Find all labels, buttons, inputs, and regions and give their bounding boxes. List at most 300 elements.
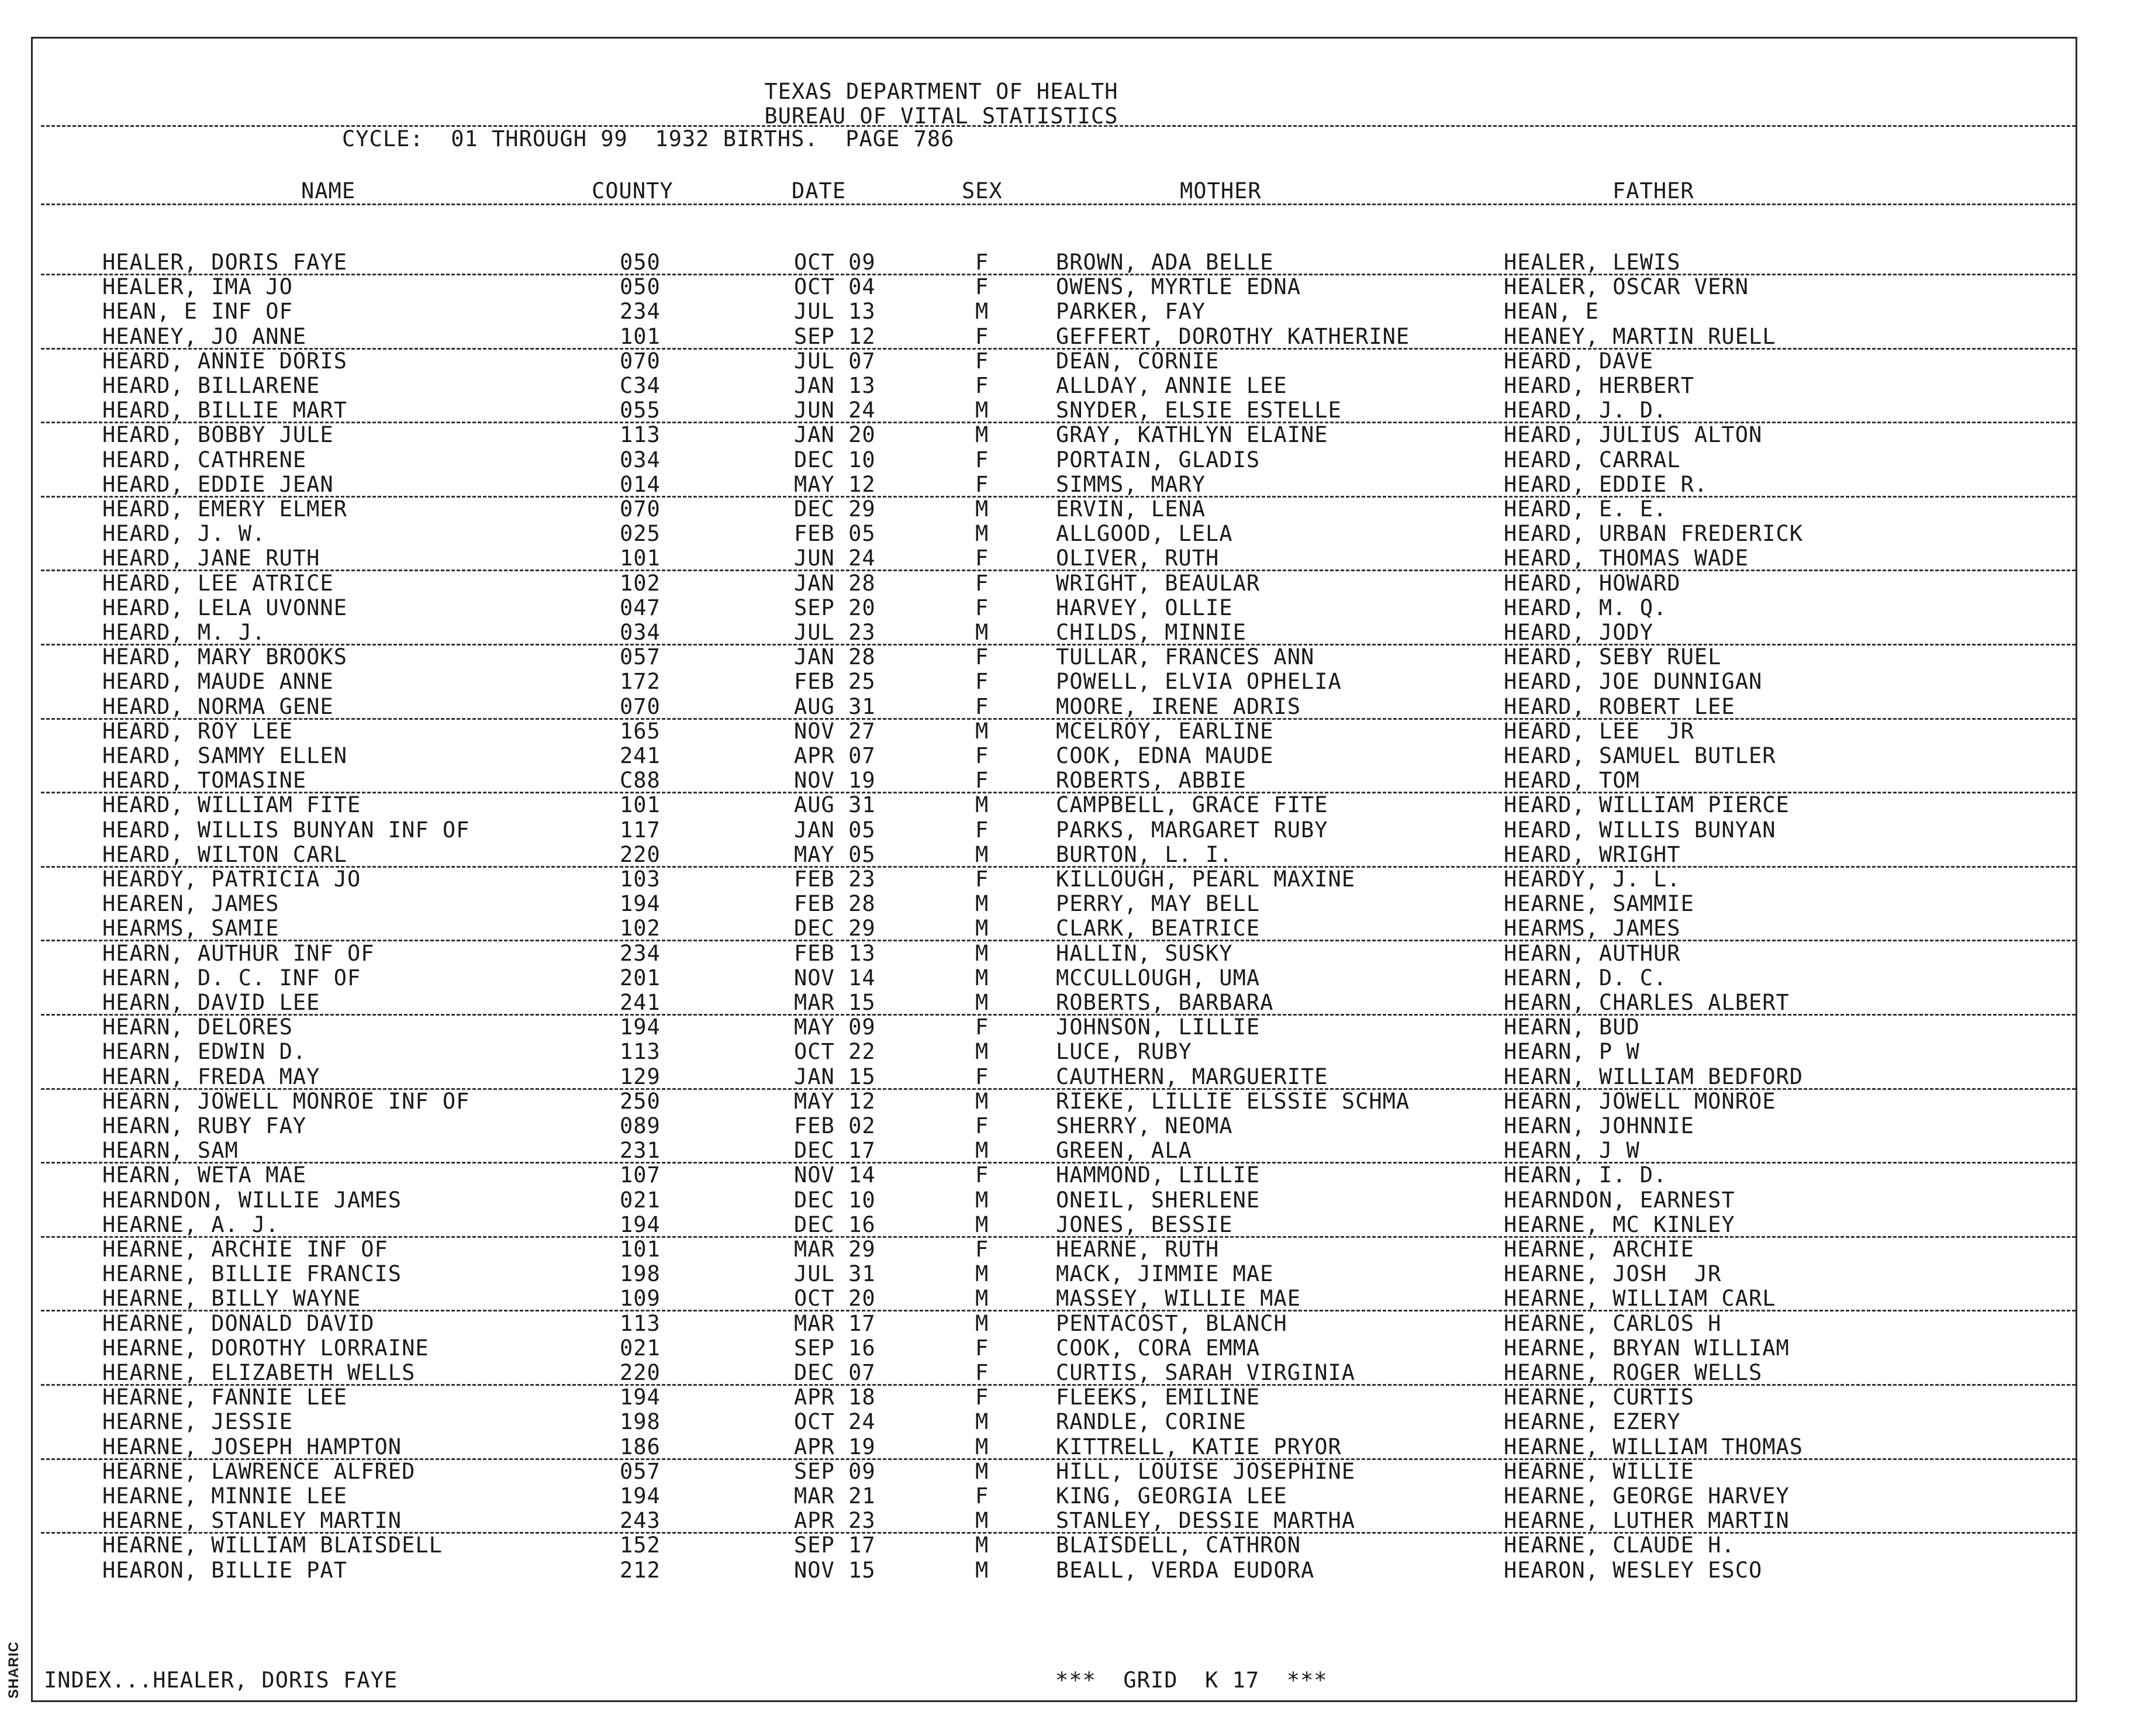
cell-mother: MCCULLOUGH, UMA <box>1056 965 1261 990</box>
cell-sex: M <box>975 1188 989 1213</box>
cell-mother: PARKER, FAY <box>1056 299 1206 324</box>
cell-county: 109 <box>620 1286 661 1311</box>
table-row <box>0 1533 2134 1558</box>
cell-mother: ALLGOOD, LELA <box>1056 521 1233 546</box>
cell-father: HEARNE, EZERY <box>1504 1409 1681 1434</box>
cell-name: HEARNE, BILLIE FRANCIS <box>102 1261 402 1286</box>
table-row <box>0 1015 2134 1040</box>
cell-sex: F <box>975 274 989 299</box>
cell-name: HEALER, DORIS FAYE <box>102 250 347 275</box>
cell-name: HEARN, WETA MAE <box>102 1162 307 1188</box>
cell-date: DEC 29 <box>794 496 876 522</box>
cell-name: HEARD, ROY LEE <box>102 719 293 744</box>
cell-mother: BURTON, L. I. <box>1056 842 1233 867</box>
cell-mother: HALLIN, SUSKY <box>1056 941 1233 966</box>
cell-mother: ONEIL, SHERLENE <box>1056 1188 1261 1213</box>
cell-name: HEARD, NORMA GENE <box>102 694 334 719</box>
agency-title: TEXAS DEPARTMENT OF HEALTH <box>764 79 1118 104</box>
cell-mother: SIMMS, MARY <box>1056 472 1206 497</box>
cell-mother: CURTIS, SARAH VIRGINIA <box>1056 1360 1356 1385</box>
cell-date: SEP 16 <box>794 1335 876 1361</box>
cell-mother: ERVIN, LENA <box>1056 496 1206 522</box>
cell-sex: M <box>975 1138 989 1163</box>
cell-sex: F <box>975 644 989 669</box>
cell-date: JAN 05 <box>794 817 876 843</box>
cell-name: HEARNE, ELIZABETH WELLS <box>102 1360 416 1385</box>
cell-father: HEARD, M. Q. <box>1504 595 1667 620</box>
cell-sex: M <box>975 1212 989 1237</box>
table-row <box>0 423 2134 447</box>
table-row <box>0 374 2134 398</box>
cell-county: 165 <box>620 719 661 744</box>
cell-date: MAY 12 <box>794 472 876 497</box>
table-row <box>0 1336 2134 1361</box>
cell-name: HEANEY, JO ANNE <box>102 324 307 349</box>
cell-name: HEARN, EDWIN D. <box>102 1039 307 1064</box>
cell-date: JUL 23 <box>794 620 876 645</box>
column-header-name: NAME <box>301 178 356 203</box>
cell-mother: ROBERTS, BARBARA <box>1056 990 1274 1015</box>
cell-county: 220 <box>620 842 661 867</box>
cell-name: HEARMS, SAMIE <box>102 916 279 941</box>
cell-mother: CAMPBELL, GRACE FITE <box>1056 792 1328 817</box>
cell-father: HEARDY, J. L. <box>1504 867 1681 892</box>
cell-county: 070 <box>620 694 661 719</box>
cell-father: HEARNDON, EARNEST <box>1504 1188 1735 1213</box>
cell-county: 057 <box>620 644 661 669</box>
cell-name: HEARD, WILTON CARL <box>102 842 347 867</box>
cell-mother: MCELROY, EARLINE <box>1056 719 1274 744</box>
cell-county: 057 <box>620 1459 661 1484</box>
cell-date: NOV 27 <box>794 719 876 744</box>
cell-sex: M <box>975 620 989 645</box>
cell-father: HEARD, ROBERT LEE <box>1504 694 1735 719</box>
cell-county: 113 <box>620 1311 661 1336</box>
cell-date: OCT 20 <box>794 1286 876 1311</box>
cell-county: 117 <box>620 817 661 843</box>
cell-date: NOV 15 <box>794 1558 876 1583</box>
cell-sex: F <box>975 373 989 398</box>
table-row <box>0 966 2134 990</box>
cell-county: 231 <box>620 1138 661 1163</box>
cell-date: DEC 07 <box>794 1360 876 1385</box>
cell-name: HEARNE, BILLY WAYNE <box>102 1286 361 1311</box>
cell-county: 220 <box>620 1360 661 1385</box>
cell-father: HEARN, CHARLES ALBERT <box>1504 990 1790 1015</box>
cell-mother: GEFFERT, DOROTHY KATHERINE <box>1056 324 1410 349</box>
table-row <box>0 448 2134 472</box>
cell-father: HEARNE, JOSH JR <box>1504 1261 1722 1286</box>
cell-name: HEARD, MAUDE ANNE <box>102 669 334 694</box>
table-row <box>0 596 2134 620</box>
cell-father: HEARD, CARRAL <box>1504 447 1681 472</box>
cell-father: HEALER, LEWIS <box>1504 250 1681 275</box>
cell-name: HEARD, CATHRENE <box>102 447 307 472</box>
cell-father: HEARN, I. D. <box>1504 1162 1667 1188</box>
table-row <box>0 1484 2134 1509</box>
cell-date: FEB 23 <box>794 867 876 892</box>
cell-date: APR 07 <box>794 743 876 768</box>
table-row <box>0 1435 2134 1459</box>
cell-mother: HAMMOND, LILLIE <box>1056 1162 1261 1188</box>
cell-date: DEC 29 <box>794 916 876 941</box>
cell-date: SEP 12 <box>794 324 876 349</box>
cell-mother: POWELL, ELVIA OPHELIA <box>1056 669 1342 694</box>
cell-date: JUN 24 <box>794 398 876 423</box>
cell-mother: PORTAIN, GLADIS <box>1056 447 1261 472</box>
cell-name: HEARNE, A. J. <box>102 1212 279 1237</box>
table-row <box>0 695 2134 719</box>
cell-father: HEARD, JODY <box>1504 620 1654 645</box>
cell-name: HEARN, JOWELL MONROE INF OF <box>102 1089 470 1114</box>
cell-mother: STANLEY, DESSIE MARTHA <box>1056 1508 1356 1533</box>
cell-county: 102 <box>620 571 661 596</box>
cell-mother: ALLDAY, ANNIE LEE <box>1056 373 1287 398</box>
cell-date: NOV 14 <box>794 965 876 990</box>
cell-date: JAN 13 <box>794 373 876 398</box>
cell-father: HEARD, THOMAS WADE <box>1504 546 1749 571</box>
cell-sex: F <box>975 324 989 349</box>
column-header-date: DATE <box>792 178 847 203</box>
table-row <box>0 645 2134 669</box>
cell-mother: RANDLE, CORINE <box>1056 1409 1246 1434</box>
cell-mother: GRAY, KATHLYN ELAINE <box>1056 422 1328 447</box>
cell-name: HEARN, AUTHUR INF OF <box>102 941 375 966</box>
cell-county: 234 <box>620 941 661 966</box>
cell-mother: OWENS, MYRTLE EDNA <box>1056 274 1301 299</box>
cell-mother: HILL, LOUISE JOSEPHINE <box>1056 1459 1356 1484</box>
cell-county: 101 <box>620 792 661 817</box>
cell-sex: F <box>975 571 989 596</box>
cell-sex: F <box>975 250 989 275</box>
cell-name: HEARNE, ARCHIE INF OF <box>102 1237 388 1262</box>
table-row <box>0 818 2134 843</box>
cell-sex: M <box>975 719 989 744</box>
cell-date: MAR 17 <box>794 1311 876 1336</box>
table-row <box>0 349 2134 374</box>
cell-county: 194 <box>620 1014 661 1040</box>
cell-sex: F <box>975 546 989 571</box>
cell-date: JUL 13 <box>794 299 876 324</box>
cell-date: OCT 24 <box>794 1409 876 1434</box>
cell-county: 194 <box>620 1212 661 1237</box>
cell-name: HEARON, BILLIE PAT <box>102 1558 347 1583</box>
cell-sex: F <box>975 743 989 768</box>
cell-date: JUN 24 <box>794 546 876 571</box>
cell-mother: ROBERTS, ABBIE <box>1056 768 1246 793</box>
cell-date: FEB 13 <box>794 941 876 966</box>
cell-father: HEARD, TOM <box>1504 768 1640 793</box>
cell-date: MAY 09 <box>794 1014 876 1040</box>
cell-county: 101 <box>620 324 661 349</box>
cell-name: HEARNE, STANLEY MARTIN <box>102 1508 402 1533</box>
table-row <box>0 1065 2134 1089</box>
table-row <box>0 1509 2134 1533</box>
cell-county: 152 <box>620 1533 661 1558</box>
cell-sex: F <box>975 817 989 843</box>
cell-name: HEARN, DAVID LEE <box>102 990 320 1015</box>
cell-name: HEAREN, JAMES <box>102 891 279 916</box>
cell-name: HEARN, FREDA MAY <box>102 1064 320 1089</box>
cell-mother: BEALL, VERDA EUDORA <box>1056 1558 1315 1583</box>
cell-county: 186 <box>620 1434 661 1459</box>
cell-name: HEARD, EDDIE JEAN <box>102 472 334 497</box>
table-row <box>0 1114 2134 1138</box>
cell-mother: FLEEKS, EMILINE <box>1056 1385 1261 1410</box>
cell-sex: M <box>975 1508 989 1533</box>
cell-county: 101 <box>620 546 661 571</box>
cell-mother: DEAN, CORNIE <box>1056 348 1220 374</box>
cell-father: HEARNE, MC KINLEY <box>1504 1212 1735 1237</box>
table-row <box>0 669 2134 694</box>
column-header-sex: SEX <box>962 178 1003 203</box>
table-row <box>0 843 2134 867</box>
cell-name: HEARN, SAM <box>102 1138 239 1163</box>
cell-county: 047 <box>620 595 661 620</box>
cell-name: HEARN, DELORES <box>102 1014 293 1040</box>
cell-sex: F <box>975 447 989 472</box>
cell-name: HEARNDON, WILLIE JAMES <box>102 1188 402 1213</box>
cell-date: DEC 16 <box>794 1212 876 1237</box>
cell-county: 212 <box>620 1558 661 1583</box>
cell-date: NOV 14 <box>794 1162 876 1188</box>
cell-sex: M <box>975 965 989 990</box>
table-row <box>0 1213 2134 1237</box>
cell-date: JAN 28 <box>794 571 876 596</box>
cell-date: SEP 09 <box>794 1459 876 1484</box>
cell-date: MAY 05 <box>794 842 876 867</box>
cell-mother: COOK, EDNA MAUDE <box>1056 743 1274 768</box>
table-row <box>0 522 2134 546</box>
cell-mother: LUCE, RUBY <box>1056 1039 1192 1064</box>
cell-sex: M <box>975 1459 989 1484</box>
cell-sex: F <box>975 595 989 620</box>
cell-sex: M <box>975 1039 989 1064</box>
cell-mother: SNYDER, ELSIE ESTELLE <box>1056 398 1342 423</box>
cell-name: HEARD, LEE ATRICE <box>102 571 334 596</box>
cell-mother: KILLOUGH, PEARL MAXINE <box>1056 867 1356 892</box>
cell-sex: F <box>975 867 989 892</box>
cell-name: HEARNE, WILLIAM BLAISDELL <box>102 1533 443 1558</box>
table-row <box>0 990 2134 1015</box>
cell-name: HEARD, BILLIE MART <box>102 398 347 423</box>
table-row <box>0 719 2134 744</box>
table-row <box>0 1410 2134 1434</box>
cell-sex: M <box>975 299 989 324</box>
cell-sex: M <box>975 1311 989 1336</box>
cell-father: HEARD, SAMUEL BUTLER <box>1504 743 1776 768</box>
cell-date: AUG 31 <box>794 792 876 817</box>
cell-name: HEARNE, LAWRENCE ALFRED <box>102 1459 416 1484</box>
cell-father: HEARD, URBAN FREDERICK <box>1504 521 1804 546</box>
table-row <box>0 299 2134 324</box>
cycle-line: CYCLE: 01 THROUGH 99 1932 BIRTHS. PAGE 786 <box>342 126 955 151</box>
cell-sex: M <box>975 422 989 447</box>
cell-father: HEARNE, CLAUDE H. <box>1504 1533 1735 1558</box>
cell-name: HEARD, EMERY ELMER <box>102 496 347 522</box>
table-row <box>0 1040 2134 1064</box>
cell-county: C34 <box>620 373 661 398</box>
table-row <box>0 1361 2134 1385</box>
cell-date: FEB 05 <box>794 521 876 546</box>
cell-father: HEARNE, CARLOS H <box>1504 1311 1722 1336</box>
cell-sex: M <box>975 941 989 966</box>
cell-sex: M <box>975 990 989 1015</box>
cell-date: SEP 20 <box>794 595 876 620</box>
cell-father: HEARN, JOWELL MONROE <box>1504 1089 1776 1114</box>
cell-father: HEAN, E <box>1504 299 1599 324</box>
cell-date: FEB 02 <box>794 1113 876 1138</box>
table-row <box>0 916 2134 941</box>
table-row <box>0 1089 2134 1114</box>
cell-mother: RIEKE, LILLIE ELSSIE SCHMA <box>1056 1089 1410 1114</box>
cell-county: 103 <box>620 867 661 892</box>
cell-mother: HARVEY, OLLIE <box>1056 595 1233 620</box>
table-row <box>0 1262 2134 1286</box>
cell-father: HEARD, HOWARD <box>1504 571 1681 596</box>
cell-sex: F <box>975 472 989 497</box>
cell-county: 113 <box>620 1039 661 1064</box>
cell-sex: F <box>975 694 989 719</box>
cell-date: JUL 07 <box>794 348 876 374</box>
cell-sex: M <box>975 398 989 423</box>
cell-name: HEALER, IMA JO <box>102 274 293 299</box>
cell-name: HEARD, BOBBY JULE <box>102 422 334 447</box>
cell-father: HEARNE, ARCHIE <box>1504 1237 1694 1262</box>
cell-county: 050 <box>620 250 661 275</box>
cell-date: NOV 19 <box>794 768 876 793</box>
cell-county: 129 <box>620 1064 661 1089</box>
table-row <box>0 768 2134 793</box>
table-row <box>0 1163 2134 1188</box>
cell-mother: PARKS, MARGARET RUBY <box>1056 817 1328 843</box>
cell-father: HEARN, AUTHUR <box>1504 941 1681 966</box>
cell-father: HEARD, WILLIS BUNYAN <box>1504 817 1776 843</box>
cell-sex: M <box>975 916 989 941</box>
side-label: SHARIC <box>6 1641 22 1699</box>
cell-father: HEARD, DAVE <box>1504 348 1654 374</box>
cell-mother: OLIVER, RUTH <box>1056 546 1220 571</box>
cell-county: 194 <box>620 1483 661 1509</box>
cell-mother: HEARNE, RUTH <box>1056 1237 1220 1262</box>
cell-father: HEARD, JOE DUNNIGAN <box>1504 669 1763 694</box>
cell-father: HEARN, JOHNNIE <box>1504 1113 1694 1138</box>
bureau-title: BUREAU OF VITAL STATISTICS <box>764 103 1118 129</box>
cell-county: 025 <box>620 521 661 546</box>
table-row <box>0 867 2134 892</box>
cell-name: HEARN, D. C. INF OF <box>102 965 361 990</box>
index-line: INDEX...HEALER, DORIS FAYE <box>44 1668 398 1693</box>
cell-sex: M <box>975 496 989 522</box>
cell-county: 034 <box>620 447 661 472</box>
cell-county: 201 <box>620 965 661 990</box>
column-header-divider <box>41 203 2076 205</box>
cell-mother: TULLAR, FRANCES ANN <box>1056 644 1315 669</box>
cell-date: APR 19 <box>794 1434 876 1459</box>
cell-county: 050 <box>620 274 661 299</box>
cell-mother: GREEN, ALA <box>1056 1138 1192 1163</box>
table-row <box>0 1286 2134 1311</box>
cell-sex: F <box>975 669 989 694</box>
cell-county: C88 <box>620 768 661 793</box>
cell-date: JAN 20 <box>794 422 876 447</box>
cell-mother: MOORE, IRENE ADRIS <box>1056 694 1301 719</box>
cell-date: FEB 25 <box>794 669 876 694</box>
cell-father: HEARNE, CURTIS <box>1504 1385 1694 1410</box>
cell-name: HEARNE, MINNIE LEE <box>102 1483 347 1509</box>
cell-name: HEARD, JANE RUTH <box>102 546 320 571</box>
cell-sex: F <box>975 348 989 374</box>
table-row <box>0 325 2134 349</box>
cell-sex: F <box>975 1064 989 1089</box>
cell-county: 194 <box>620 1385 661 1410</box>
cell-county: 172 <box>620 669 661 694</box>
cell-father: HEARMS, JAMES <box>1504 916 1681 941</box>
cell-sex: F <box>975 1014 989 1040</box>
cell-date: FEB 28 <box>794 891 876 916</box>
table-row <box>0 1459 2134 1484</box>
cell-sex: F <box>975 1113 989 1138</box>
table-row <box>0 497 2134 522</box>
cell-date: MAY 12 <box>794 1089 876 1114</box>
cell-county: 070 <box>620 348 661 374</box>
cell-county: 234 <box>620 299 661 324</box>
cell-sex: M <box>975 1286 989 1311</box>
table-row <box>0 398 2134 423</box>
cell-name: HEARD, MARY BROOKS <box>102 644 347 669</box>
cell-county: 243 <box>620 1508 661 1533</box>
cell-sex: M <box>975 1409 989 1434</box>
cell-name: HEARD, M. J. <box>102 620 266 645</box>
cell-county: 021 <box>620 1188 661 1213</box>
table-row <box>0 1558 2134 1583</box>
cell-name: HEAN, E INF OF <box>102 299 293 324</box>
cell-mother: WRIGHT, BEAULAR <box>1056 571 1261 596</box>
cell-sex: F <box>975 1335 989 1361</box>
cell-county: 070 <box>620 496 661 522</box>
cell-father: HEARD, EDDIE R. <box>1504 472 1708 497</box>
cell-date: OCT 22 <box>794 1039 876 1064</box>
cell-name: HEARD, TOMASINE <box>102 768 307 793</box>
cell-date: AUG 31 <box>794 694 876 719</box>
cell-name: HEARD, ANNIE DORIS <box>102 348 347 374</box>
cell-county: 014 <box>620 472 661 497</box>
column-header-mother: MOTHER <box>1180 178 1262 203</box>
cell-date: MAR 29 <box>794 1237 876 1262</box>
cell-county: 107 <box>620 1162 661 1188</box>
cell-name: HEARNE, DONALD DAVID <box>102 1311 375 1336</box>
cell-county: 113 <box>620 422 661 447</box>
cell-sex: M <box>975 1434 989 1459</box>
cell-date: JUL 31 <box>794 1261 876 1286</box>
cell-sex: M <box>975 842 989 867</box>
cell-date: MAR 15 <box>794 990 876 1015</box>
cell-mother: PERRY, MAY BELL <box>1056 891 1261 916</box>
cell-sex: F <box>975 1237 989 1262</box>
table-row <box>0 275 2134 299</box>
column-header-county: COUNTY <box>592 178 674 203</box>
cell-father: HEARD, SEBY RUEL <box>1504 644 1722 669</box>
cell-sex: M <box>975 1089 989 1114</box>
cell-sex: M <box>975 1261 989 1286</box>
table-row <box>0 1237 2134 1262</box>
cell-father: HEARD, HERBERT <box>1504 373 1694 398</box>
cell-name: HEARNE, JESSIE <box>102 1409 293 1434</box>
table-row <box>0 1188 2134 1213</box>
cell-father: HEARD, WRIGHT <box>1504 842 1681 867</box>
table-row <box>0 472 2134 497</box>
cell-father: HEARN, D. C. <box>1504 965 1667 990</box>
